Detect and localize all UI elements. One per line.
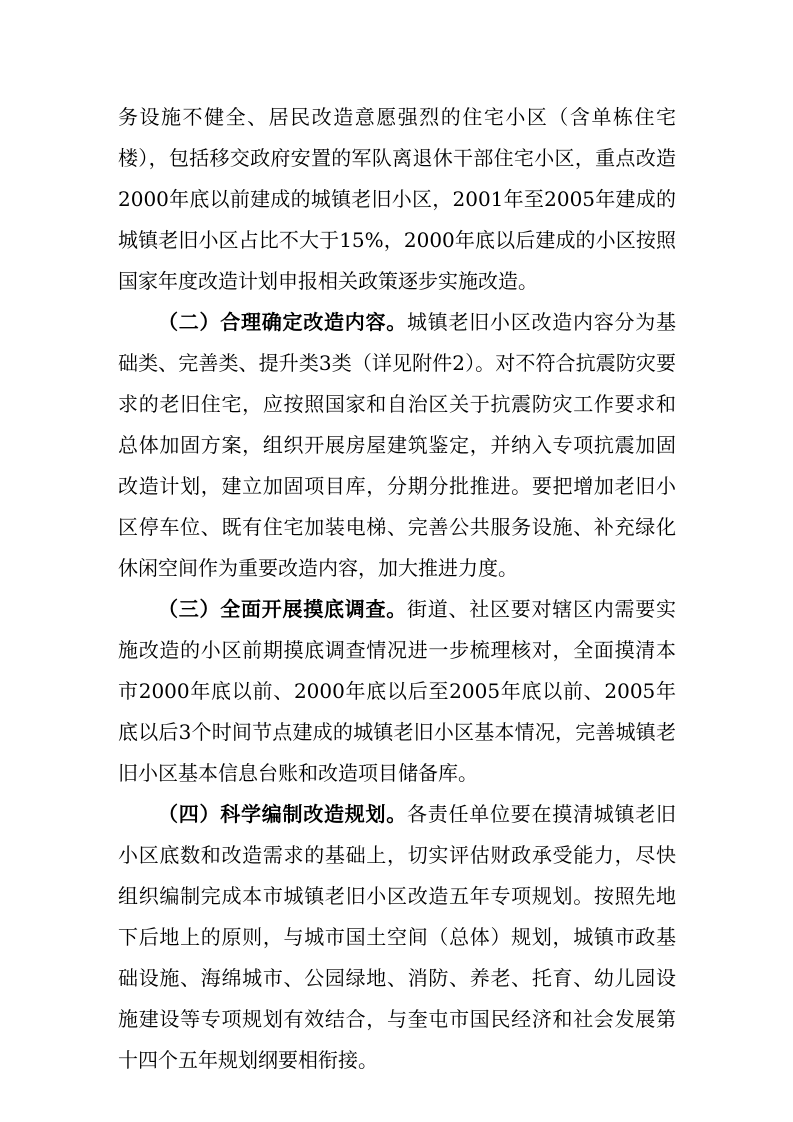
paragraph-section-4	[118, 794, 676, 1081]
section-heading: （三）全面开展摸底调查。	[158, 597, 407, 621]
paragraph-section-3	[118, 589, 676, 794]
paragraph-continuation	[118, 97, 676, 302]
paragraph-text: 城镇老旧小区改造内容分为基础类、完善类、提升类3类（详见附件2）。对不符合抗震防灾要求的老旧住宅，应按照国家和自治区关于抗震防灾工作要求和总体加固方案，组织开展房屋建筑鉴定，并纳入专项抗震加固改造计划，建立加固项目库，分期分批推进。要把增加老旧小区停车位、既有住宅加装电梯、完善公共服务设施、补充绿化休闲空间作为重要改造内容，加大推进力度。	[118, 310, 676, 580]
paragraph-text: 务设施不健全、居民改造意愿强烈的住宅小区（含单栋住宅楼），包括移交政府安置的军队离退休干部住宅小区，重点改造2000年底以前建成的城镇老旧小区，2001年至2005年建成的城镇老旧小区占比不大于15%，2000年底以后建成的小区按照国家年度改造计划申报相关政策逐步实施改造。	[118, 105, 676, 293]
paragraph-section-2	[118, 302, 676, 589]
paragraph-text: 街道、社区要对辖区内需要实施改造的小区前期摸底调查情况进一步梳理核对，全面摸清本市2000年底以前、2000年底以后至2005年底以前、2005年底以后3个时间节点建成的城镇老旧小区基本情况，完善城镇老旧小区基本信息台账和改造项目储备库。	[118, 597, 676, 785]
section-heading: （四）科学编制改造规划。	[158, 802, 407, 826]
section-heading: （二）合理确定改造内容。	[158, 310, 407, 334]
body-text	[118, 97, 676, 1081]
paragraph-text: 各责任单位要在摸清城镇老旧小区底数和改造需求的基础上，切实评估财政承受能力，尽快组织编制完成本市城镇老旧小区改造五年专项规划。按照先地下后地上的原则，与城市国土空间（总体）规划，城镇市政基础设施、海绵城市、公园绿地、消防、养老、托育、幼儿园设施建设等专项规划有效结合，与奎屯市国民经济和社会发展第十四个五年规划纲要相衔接。	[118, 802, 676, 1072]
